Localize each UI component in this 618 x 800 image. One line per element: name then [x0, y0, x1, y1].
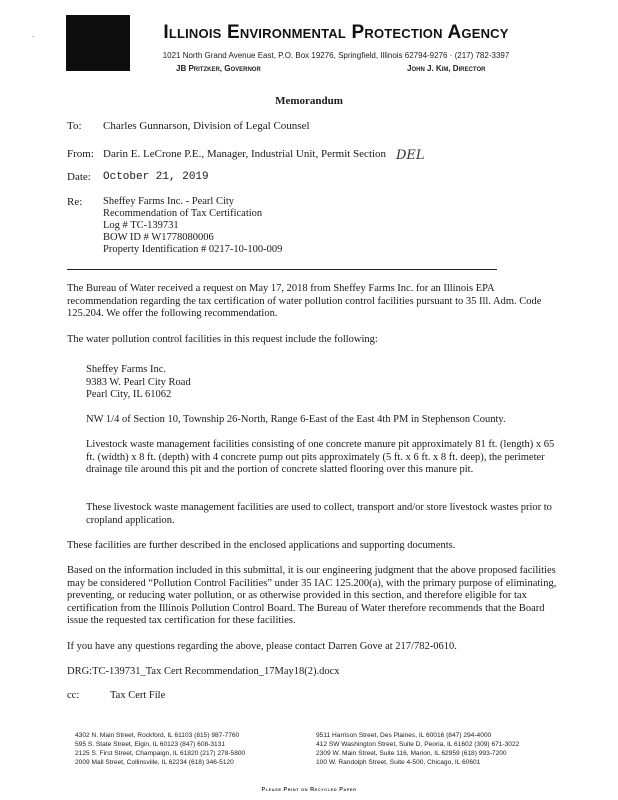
paragraph-request: The Bureau of Water received a request on May 17, 2018 from Sheffey Farms Inc. for an Illinois EPA recommendation regarding the tax certification of water pollution control facilities pursuant to 35 Ill. Adm. Code 125.204. We offer the following recommendation. — [67, 283, 542, 319]
date-label: Date: — [67, 171, 91, 183]
facility-address — [86, 364, 564, 402]
margin-mark: - — [32, 32, 35, 40]
agency-logo — [66, 15, 130, 71]
governor-name: JB Pritzker, Governor — [176, 64, 261, 73]
cc-label: cc: — [67, 690, 80, 701]
address-line: Sheffey Farms Inc. — [86, 364, 166, 375]
from-value: Darin E. LeCrone P.E., Manager, Industrial Unit, Permit Section — [103, 148, 387, 160]
paragraph-contact: If you have any questions regarding the above, please contact Darren Gove at 217/782-0610. — [67, 641, 457, 652]
re-line: BOW ID # W1778080006 — [103, 232, 214, 243]
paragraph-judgment: Based on the information included in this submittal, it is our engineering judgment that the above proposed facilities may be considered “Pollution Control Facilities” under 35 IAC 125.200(a), with the primary purpose of eliminating, preventing, or reducing water pollution, or as otherwise provided in this section, and therefore eligible for tax certification from the Illinois Pollution Control Board. The Bureau of Water therefore recommends that the Board issue the requested tax certification for these facilities. — [67, 565, 557, 626]
footer-office: 2125 S. First Street, Champaign, IL 61820 (217) 278-5800 — [75, 750, 246, 757]
paragraph-enclosures: These facilities are further described in the enclosed applications and supporting documents. — [67, 540, 456, 551]
paragraph-location: NW 1/4 of Section 10, Township 26-North, Range 6-East of the East 4th PM in Stephenson County. — [86, 414, 506, 425]
address-line: Pearl City, IL 61062 — [86, 389, 172, 400]
footer-office: 4302 N. Main Street, Rockford, IL 61103 (815) 987-7760 — [75, 732, 240, 739]
re-line: Recommendation of Tax Certification — [103, 208, 263, 219]
footer-offices-left — [75, 731, 245, 767]
footer-office: 412 SW Washington Street, Suite D, Peoria, IL 61602 (309) 671-3022 — [316, 741, 520, 748]
footer-office: 2309 W. Main Street, Suite 116, Marion, IL 62959 (618) 993-7200 — [316, 750, 507, 757]
re-label: Re: — [67, 196, 83, 208]
to-value: Charles Gunnarson, Division of Legal Counsel — [103, 120, 310, 132]
re-block — [103, 196, 282, 256]
from-label: From: — [67, 148, 94, 160]
date-value: October 21, 2019 — [103, 171, 209, 183]
to-label: To: — [67, 120, 82, 132]
memo-title: Memorandum — [275, 95, 343, 107]
initials-signature: DEL — [396, 148, 425, 163]
re-line: Property Identification # 0217-10-100-009 — [103, 244, 283, 255]
header-divider — [67, 269, 497, 270]
footer-office: 100 W. Randolph Street, Suite 4-500, Chicago, IL 60601 — [316, 759, 481, 766]
footer-office: 9511 Harrison Street, Des Plaines, IL 60016 (847) 294-4000 — [316, 732, 492, 739]
recycled-paper-note: Please Print on Recycled Paper — [261, 787, 357, 793]
re-line: Log # TC-139731 — [103, 220, 179, 231]
agency-address: 1021 North Grand Avenue East, P.O. Box 19276, Springfield, Illinois 62794-9276 · (217) 782-3397 — [162, 51, 510, 60]
director-name: John J. Kim, Director — [407, 64, 486, 73]
footer-office: 595 S. State Street, Elgin, IL 60123 (847) 608-3131 — [75, 741, 226, 748]
re-line: Sheffey Farms Inc. - Pearl City — [103, 196, 235, 207]
document-reference: DRG:TC-139731_Tax Cert Recommendation_17May18(2).docx — [67, 666, 340, 677]
footer-offices-right — [316, 731, 519, 767]
cc-value: Tax Cert File — [110, 690, 166, 701]
agency-name: Illinois Environmental Protection Agency — [163, 22, 509, 43]
paragraph-facility-purpose: These livestock waste management facilities are used to collect, transport and/or store livestock wastes prior to cropland application. — [86, 502, 552, 526]
paragraph-facilities-intro: The water pollution control facilities in this request include the following: — [67, 334, 378, 345]
address-line: 9383 W. Pearl City Road — [86, 376, 191, 388]
footer-office: 2009 Mall Street, Collinsville, IL 62234 (618) 346-5120 — [75, 759, 234, 766]
paragraph-facility-description: Livestock waste management facilities consisting of one concrete manure pit approximately 81 ft. (length) x 65 ft. (width) x 8 ft. (depth) with 4 concrete pump out pits approximately (5 ft. x 6 ft. x 8 ft. deep), the perimeter drainage tile around this pit and the portion of concrete slatted flooring over this manure pit. — [86, 439, 555, 475]
